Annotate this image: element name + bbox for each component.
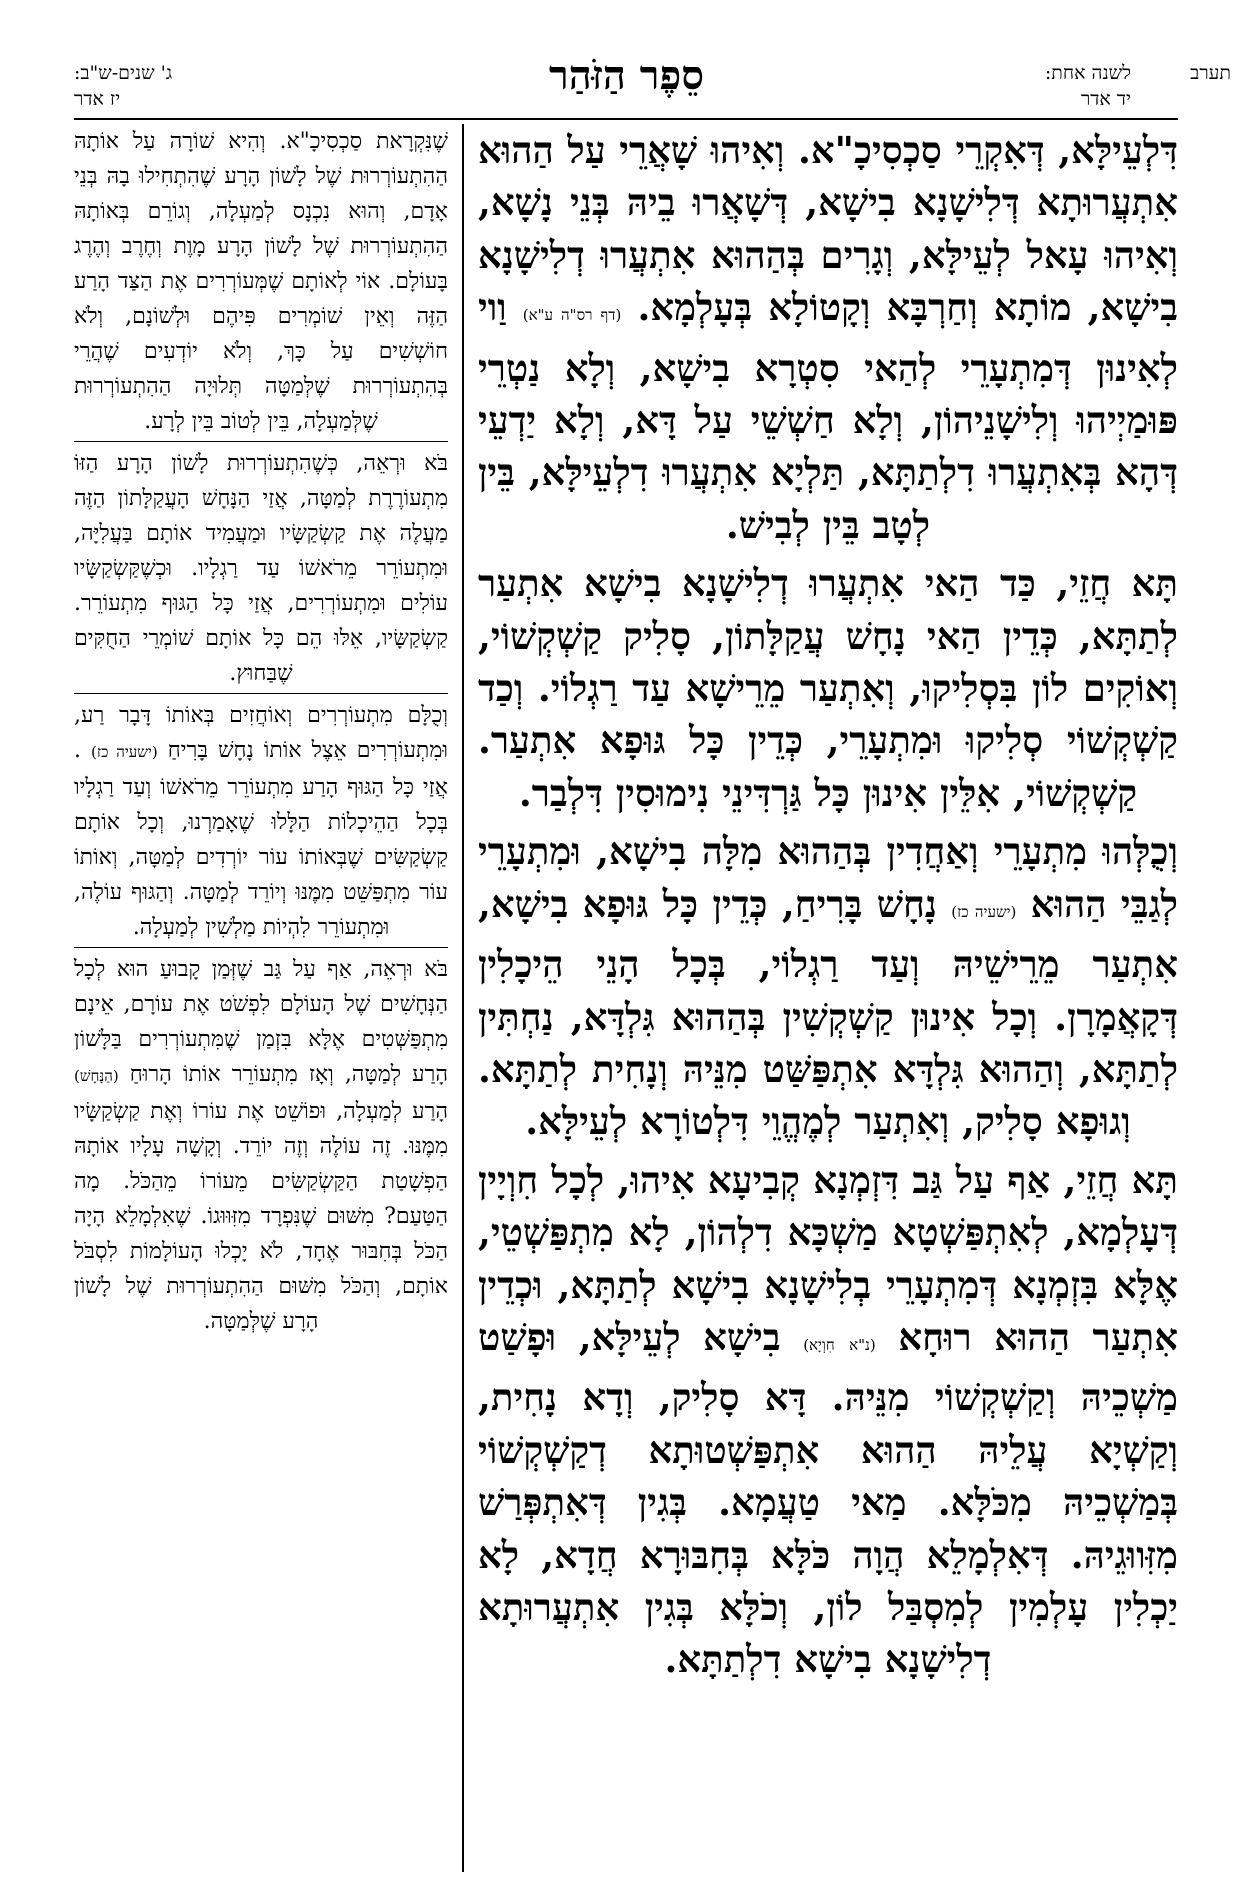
- main-paragraph-1: [478, 124, 1178, 551]
- aramaic-column: [478, 124, 1178, 1692]
- header-right-date: יד אדר: [1080, 88, 1131, 110]
- main-p1-text-b: וַוי לְאִינוּן דְּמִתְעָרֵי לְהַאי סִטְרָא בִישָׁא, וְלָא נַטְרֵי פּוּמַיְיהוּ וְלִישָׁנֵיהוֹן, וְלָא חַשְׁשֵׁי עַל דָּא, וְלָא יַדְעֵי דְּהָא בְּאִתְעֲרוּ דִלְתַתָּא, תַּלְיָא אִתְעֲרוּ דִלְעֵילָּא, בֵּין לְטָב בֵּין לְבִישׁ.: [478, 285, 1178, 547]
- page-header: [0, 0, 1253, 110]
- main-p3-text-a: וְכֻלְּהוּ מִתְעָרֵי וְאַחֲדִין בְּהַהוּא מִלָּה בִישָׁא, וּמִתְעָרֵי לְגַבֵּי הַהוּא: [478, 829, 1178, 926]
- header-left-year: ג' שנים-ש"ב:: [74, 62, 173, 84]
- main-p1-text-a: דִּלְעֵילָּא, דְּאִקְרֵי סַכְסִיכָ"א. וְאִיהוּ שָׁאֲרֵי עַל הַהוּא אִתְעֲרוּתָא דְּלִישָׁנָא בִישָׁא, דְּשָׁאֲרוּ בֵיהּ בְּנֵי נָשָׁא, וְאִיהוּ עָאל לְעֵילָּא, וְגָרִים בְּהַהוּא אִתְעֲרוּ דְלִישָׁנָא בִישָׁא, מוֹתָא וְחַרְבָּא וְקָטוֹלָא בְּעָלְמָא.: [478, 128, 1178, 330]
- header-right-label: תערב: [1190, 62, 1231, 84]
- main-p3-text-b: נָחָשׁ בָּרִיחַ, כְּדֵין כָּל גּוּפָא בִישָׁא, אִתְעַר מֵרֵישֵׁיהּ וְעַד רַגְלוֹי, בְּכָל הָנֵי הֵיכָלִין דְּקָאֲמָרָן. וְכָל אִינוּן קַשְׁקְשִׁין בְּהַהוּא גִּלְדָּא, נַחְתִּין לְתַתָּא, וְהַהוּא גִּלְדָּא אִתְפַּשַּׁט מִנֵּיהּ וְנָחִית לְתַתָּא. וְגוּפָא סָלִיק, וְאִתְעַר לְמֶהֱוֵי דִּלְטוֹרָא לְעֵילָּא.: [478, 881, 1178, 1144]
- main-paragraph-2: תָּא חֲזֵי, כַּד הַאי אִתְעֲרוּ דְלִישָׁנָא בִישָׁא אִתְעַר לְתַתָּא, כְּדֵין הַאי נָחָשׁ עֲקַלָּתוֹן, סָלִיק קַשְׁקְשׁוֹי, וְאוֹקִים לוֹן בִּסְלִיקוּ, וְאִתְעַר מֵרֵישָׁא עַד רַגְלוֹי. וְכַד קַשְׁקְשׁוֹי סְלִיקוּ וּמִתְעָרֵי, כְּדֵין כָּל גּוּפָא אִתְעַר. קַשְׁקְשׁוֹי, אִלֵּין אִינוּן כָּל גַּרְדִּינֵי נִימוּסִין דִּלְבַר.: [478, 561, 1178, 815]
- header-rule: [74, 118, 1178, 120]
- hebrew-translation-column: [74, 124, 448, 1345]
- side-p3-text-a: וְכֻלָּם מִתְעוֹרְרִים וְאוֹחֲזִים בְּאוֹתוֹ דָּבָר רַע, וּמִתְעוֹרְרִים אֵצֶל אוֹתוֹ נָחָשׁ בָּרִיחַ: [74, 703, 449, 763]
- side-paragraph-1: שֶׁנִּקְרָאת סַכְסִיכָ"א. וְהִיא שׁוֹרָה עַל אוֹתָהּ הַהִתְעוֹרְרוּת שֶׁל לָשׁוֹן הָרָע שֶׁהִתְחִילוּ בָהּ בְּנֵי אָדָם, וְהוּא נִכְנָס לְמַעְלָה, וְגוֹרֵם בְּאוֹתָהּ הַהִתְעוֹרְרוּת שֶׁל לָשׁוֹן הָרָע מָוֶת וְחֶרֶב וְהֶרֶג בָּעוֹלָם. אוֹי לְאוֹתָם שֶׁמְּעוֹרְרִים אֶת הַצַּד הָרַע הַזֶּה וְאֵין שׁוֹמְרִים פִּיהֶם וּלְשׁוֹנָם, וְלֹא חוֹשְׁשִׁים עַל כָּךְ, וְלֹא יוֹדְעִים שֶׁהֲרֵי בְּהִתְעוֹרְרוּת שֶׁלְּמַטָּה תְּלוּיָה הַהִתְעוֹרְרוּת שֶׁלְּמַעְלָה, בֵּין לְטוֹב בֵּין לְרָע.: [74, 124, 448, 442]
- side-p3-text-b: . אֲזַי כָּל הַגּוּף הָרַע מִתְעוֹרֵר מֵרֹאשׁוֹ וְעַד רַגְלָיו בְּכָל הַהֵיכָלוֹת הַלָּלוּ שֶׁאָמַרְנוּ, וְכָל אוֹתָם קַשְׂקַשִּׂים שֶׁבְּאוֹתוֹ עוֹר יוֹרְדִים לְמַטָּה, וְאוֹתוֹ עוֹר מִתְפַּשֵּׁט מִמֶּנּוּ וְיוֹרֵד לְמַטָּה. וְהַגּוּף עוֹלֶה, וּמִתְעוֹרֵר לִהְיוֹת מַלְשִׁין לְמַעְלָה.: [74, 738, 448, 940]
- header-left-date: יז אדר: [74, 88, 121, 110]
- side-paragraph-3: [74, 698, 448, 948]
- main-p4-text-b: בִישָׁא לְעֵילָּא, וּפָשַׁט מַשְׁכֵיהּ וְקַשְׁקְשׁוֹי מִנֵּיהּ. דָּא סָלִיק, וְדָא נָחִית, וְקַשְׁיָא עֲלֵיהּ הַהוּא אִתְפַּשְׁטוּתָא דְקַשְׁקְשׁוֹי בְּמַשְׁכֵיהּ מִכֹּלָּא. מַאי טַעֲמָא. בְּגִין דְּאִתְפְּרַשׁ מִזִּווּגֵיהּ. דְּאִלְמָלֵא הֲוָה כֹּלָּא בְּחִבּוּרָא חֲדָא, לָא יַכְלִין עָלְמִין לְמִסְבַּל לוֹן, וְכֹלָּא בְּגִין אִתְעֲרוּתָא דְלִישָׁנָא בִישָׁא דִלְתַתָּא.: [478, 1314, 1178, 1682]
- side-paragraph-4: [74, 952, 448, 1341]
- side-p4-reference: (הַנָּחָשׁ): [74, 1067, 119, 1085]
- header-right-year: לשנה אחת:: [1044, 62, 1131, 84]
- side-p4-text-a: בֹּא וּרְאֵה, אַף עַל גַּב שֶׁזְּמַן קָבוּעַ הוּא לְכָל הַנְּחָשִׁים שֶׁל הָעוֹלָם לִפְשֹׁט אֶת עוֹרָם, אֵינָם מִתְפַּשְּׁטִים אֶלָּא בִּזְמַן שֶׁמִּתְעוֹרְרִים בַּלָּשׁוֹן הָרַע לְמַטָּה, וְאָז מִתְעוֹרֵר אוֹתוֹ הָרוּחַ: [74, 957, 448, 1087]
- column-divider: [462, 124, 464, 1872]
- main-p3-reference: (ישעיה כז): [951, 902, 1017, 921]
- page-title: סֵפֶר הַזֹּהַר: [549, 52, 704, 99]
- main-p4-text-a: תָּא חֲזֵי, אַף עַל גַּב דִּזְמְנָא קְבִיעָא אִיהוּ, לְכָל חִוְיָין דְּעָלְמָא, לְאִתְפַּשְׁטָא מַשְׁכָּא דִלְהוֹן, לָא מִתְפַּשְׁטֵי, אֶלָּא בִּזְמְנָא דְּמִתְעָרֵי בְלִישָׁנָא בִישָׁא לְתַתָּא, וּכְדֵין אִתְעַר הַהוּא רוּחָא: [478, 1157, 1178, 1359]
- main-p4-reference: (נ"א חִוְיָא): [803, 1335, 876, 1354]
- side-paragraph-2: בֹּא וּרְאֵה, כְּשֶׁהִתְעוֹרְרוּת לָשׁוֹן הָרָע הַזּוֹ מִתְעוֹרֶרֶת לְמַטָּה, אֲזַי הַנָּחָשׁ הָעֲקַלָּתוֹן הַזֶּה מַעֲלֶה אֶת קַשְׂקַשָּׂיו וּמַעֲמִיד אוֹתָם בַּעֲלִיָּה, וּמִתְעוֹרֵר מֵרֹאשׁוֹ עַד רַגְלָיו. וּכְשֶׁקַּשְׂקַשָּׂיו עוֹלִים וּמִתְעוֹרְרִים, אֲזַי כָּל הַגּוּף מִתְעוֹרֵר. קַשְׂקַשָּׂיו, אֵלּוּ הֵם כָּל אוֹתָם שׁוֹמְרֵי הַחֻקִּים שֶׁבַּחוּץ.: [74, 446, 448, 694]
- side-p4-text-b: הָרַע לְמַעְלָה, וּפוֹשֵׁט אֶת עוֹרוֹ וְאֶת קַשְׂקַשָּׂיו מִמֶּנּוּ. זֶה עוֹלֶה וְזֶה יוֹרֵד. וְקָשָׁה עָלָיו אוֹתָהּ הַפְשָׁטַת הַקַּשְׂקַשִּׂים מֵעוֹרוֹ מֵהַכֹּל. מָה הַטַּעַם? מִשּׁוּם שֶׁנִּפְרָד מִזִּוּוּגוֹ. שֶׁאִלְמָלֵא הָיָה הַכֹּל בְּחִבּוּר אֶחָד, לֹא יָכְלוּ הָעוֹלָמוֹת לִסְבֹּל אוֹתָם, וְהַכֹּל מִשּׁוּם הַהִתְעוֹרְרוּת שֶׁל לָשׁוֹן הָרָע שֶׁלְּמַטָּה.: [74, 1099, 448, 1334]
- side-p3-reference: (ישעיה כז): [91, 743, 158, 761]
- main-paragraph-3: [478, 825, 1178, 1147]
- main-p1-reference: (דף רס"ה ע"א): [522, 306, 622, 325]
- main-paragraph-4: [478, 1154, 1178, 1686]
